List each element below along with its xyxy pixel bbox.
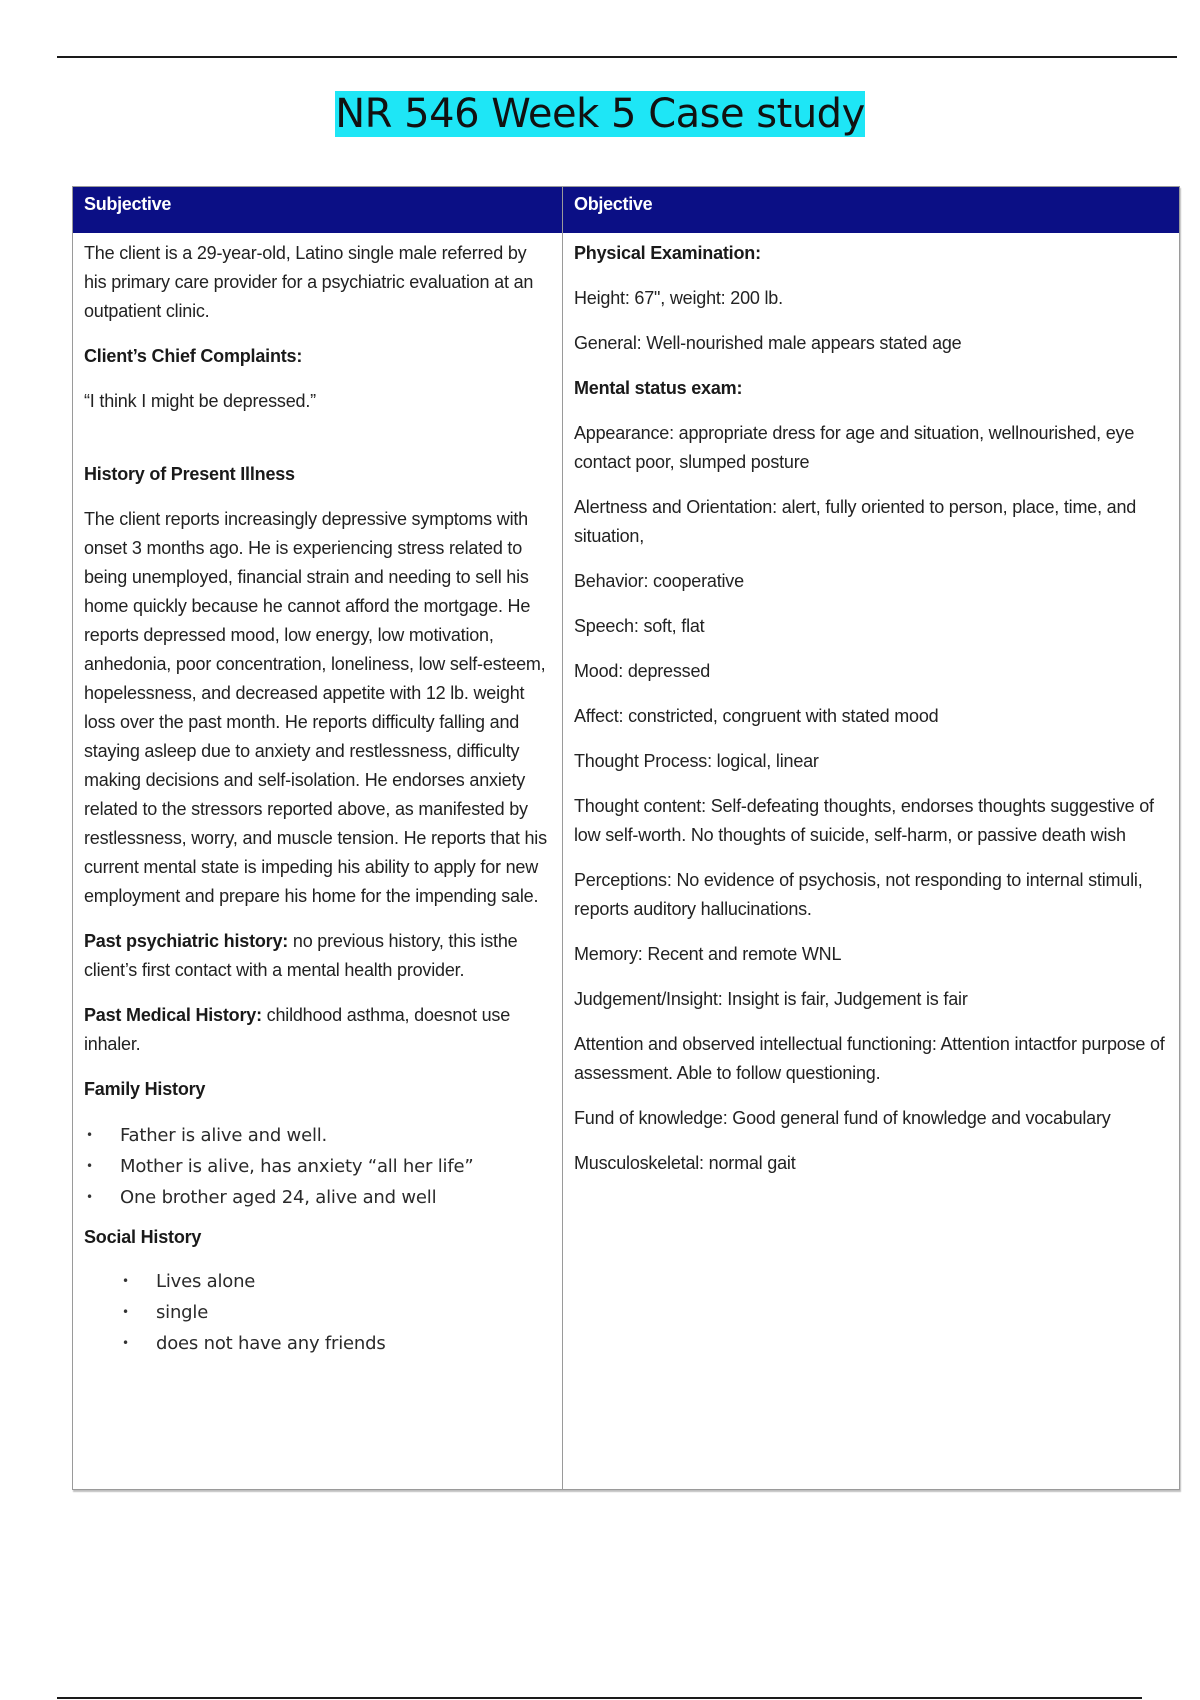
page-title <box>333 90 867 138</box>
title-container <box>0 90 1200 138</box>
mse-heading: Mental status exam: <box>574 378 743 398</box>
mse-judgement: Judgement/Insight: Insight is fair, Judgement is fair <box>574 989 968 1009</box>
mse-attention: Attention and observed intellectual functioning: Attention intactfor purpose of assessment. Able to follow questioning. <box>574 1034 1165 1083</box>
list-item <box>84 1151 552 1182</box>
mse-behavior: Behavior: cooperative <box>574 571 744 591</box>
mse-speech: Speech: soft, flat <box>574 616 705 636</box>
chief-complaints-heading: Client’s Chief Complaints: <box>84 346 303 366</box>
mse-alertness: Alertness and Orientation: alert, fully oriented to person, place, time, and situation, <box>574 497 1137 546</box>
mse-perceptions: Perceptions: No evidence of psychosis, not responding to internal stimuli, reports auditory hallucinations. <box>574 870 1143 919</box>
mse-fund-of-knowledge: Fund of knowledge: Good general fund of knowledge and vocabulary <box>574 1108 1111 1128</box>
past-psychiatric-history <box>84 927 552 985</box>
objective-header: Objective <box>563 187 1179 233</box>
mse-thought-content: Thought content: Self-defeating thoughts, endorses thoughts suggestive of low self-worth. No thoughts of suicide, self-harm, or passive death wish <box>574 796 1154 845</box>
family-history-item: Mother is alive, has anxiety “all her life” <box>120 1156 474 1177</box>
mse-mood: Mood: depressed <box>574 661 711 681</box>
family-history-item: Father is alive and well. <box>120 1125 328 1146</box>
family-history-heading: Family History <box>84 1079 206 1099</box>
objective-column <box>563 187 1179 1489</box>
subjective-column <box>73 187 563 1489</box>
list-item <box>84 1328 552 1359</box>
mse-memory: Memory: Recent and remote WNL <box>574 944 842 964</box>
case-study-table <box>72 186 1180 1490</box>
bullet-icon: • <box>86 1190 93 1204</box>
bottom-rule <box>57 1697 1142 1699</box>
list-item <box>84 1266 552 1297</box>
family-history-list <box>84 1120 552 1213</box>
hpi-heading: History of Present Illness <box>84 464 295 484</box>
family-history-item: One brother aged 24, alive and well <box>120 1187 437 1208</box>
past-psych-text: no previous history, this isthe client’s first contact with a mental health provider. <box>84 931 518 980</box>
subjective-body <box>73 233 562 1359</box>
client-intro: The client is a 29-year-old, Latino single male referred by his primary care provider for a psychiatric evaluation at an outpatient clinic. <box>84 243 534 321</box>
subjective-header: Subjective <box>73 187 562 233</box>
bullet-icon: • <box>122 1336 129 1350</box>
bullet-icon: • <box>122 1305 129 1319</box>
past-medical-history <box>84 1001 552 1059</box>
physical-exam-heading: Physical Examination: <box>574 243 761 263</box>
height-weight: Height: 67", weight: 200 lb. <box>574 288 783 308</box>
hpi-text: The client reports increasingly depressive symptoms with onset 3 months ago. He is experiencing stress related to being unemployed, financial strain and needing to sell his home quickly because he cannot afford the mortgage. He reports depressed mood, low energy, low motivation, anhedonia, poor concentration, loneliness, low self-esteem, hopelessness, and decreased appetite with 12 lb. weight loss over the past month. He reports difficulty falling and staying asleep due to anxiety and restlessness, difficulty making decisions and self-isolation. He endorses anxiety related to the stressors reported above, as manifested by restlessness, worry, and muscle tension. He reports that his current mental state is impeding his ability to apply for new employment and prepare his home for the impending sale. <box>84 509 547 906</box>
musculoskeletal: Musculoskeletal: normal gait <box>574 1153 796 1173</box>
mse-affect: Affect: constricted, congruent with stated mood <box>574 706 939 726</box>
social-history-heading: Social History <box>84 1227 202 1247</box>
past-psych-label: Past psychiatric history: <box>84 931 289 951</box>
list-item <box>84 1120 552 1151</box>
top-rule <box>57 56 1177 58</box>
title-highlight: NR 546 Week 5 Case study <box>335 91 865 137</box>
social-history-item: single <box>156 1302 209 1323</box>
social-history-item: Lives alone <box>156 1271 256 1292</box>
objective-body <box>563 233 1179 1178</box>
chief-complaint-quote: “I think I might be depressed.” <box>84 391 316 411</box>
mse-thought-process: Thought Process: logical, linear <box>574 751 819 771</box>
general-exam: General: Well-nourished male appears stated age <box>574 333 962 353</box>
mse-appearance: Appearance: appropriate dress for age and situation, wellnourished, eye contact poor, slumped posture <box>574 423 1135 472</box>
list-item <box>84 1182 552 1213</box>
bullet-icon: • <box>122 1274 129 1288</box>
social-history-list <box>84 1266 552 1359</box>
past-medical-label: Past Medical History: <box>84 1005 262 1025</box>
social-history-item: does not have any friends <box>156 1333 386 1354</box>
list-item <box>84 1297 552 1328</box>
past-medical-text: childhood asthma, doesnot use inhaler. <box>84 1005 511 1054</box>
bullet-icon: • <box>86 1159 93 1173</box>
bullet-icon: • <box>86 1128 93 1142</box>
